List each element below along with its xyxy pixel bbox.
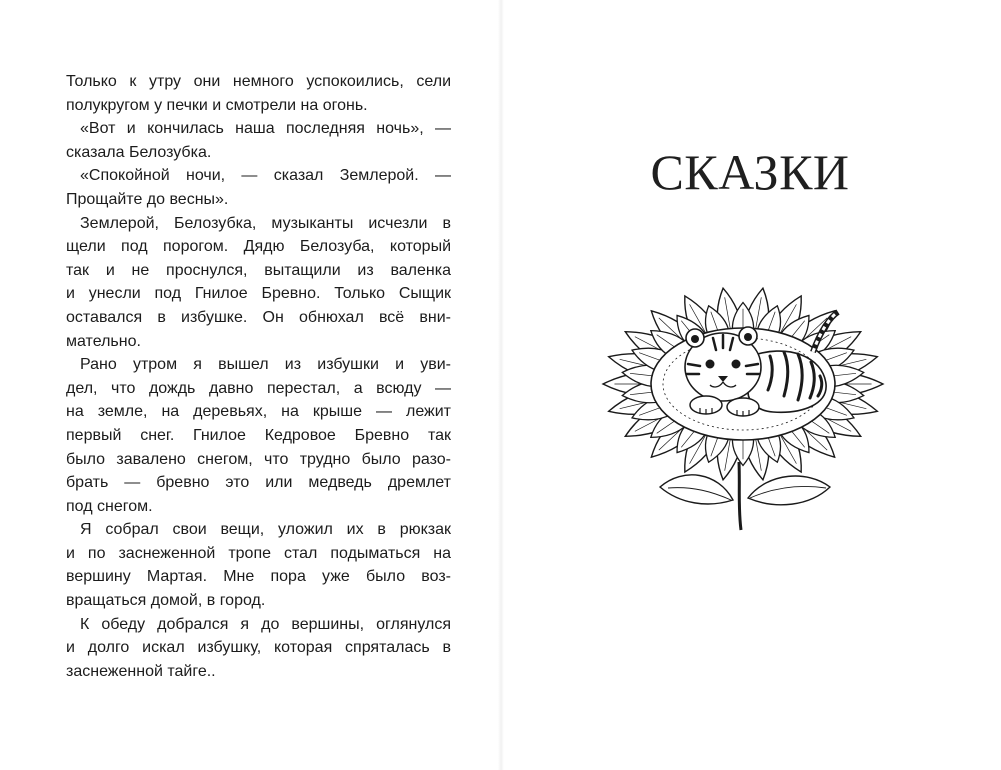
text-line: первый снег. Гнилое Кедровое Бревно так — [66, 426, 451, 444]
text-line: Землерой, Белозубка, музыканты исчезли в — [80, 214, 451, 232]
text-line: мательно. — [66, 332, 141, 350]
right-page — [560, 0, 940, 770]
text-line: на земле, на деревьях, на крыше — лежит — [66, 403, 451, 421]
text-line: полукругом у печки и смотрели на огонь. — [66, 96, 368, 114]
text-line: Прощайте до весны». — [66, 190, 229, 208]
text-line: Рано утром я вышел из избушки и уви- — [80, 356, 451, 374]
text-line: под снегом. — [66, 497, 153, 515]
text-line: и по заснеженной тропе стал подыматься на — [66, 544, 451, 562]
text-line: так и не проснулся, вытащили из валенка — [66, 261, 451, 279]
page-gutter — [498, 0, 504, 770]
text-line: щели под порогом. Дядю Белозуба, который — [66, 238, 451, 256]
section-title: СКАЗКИ — [650, 144, 850, 200]
text-line: Я собрал свои вещи, уложил их в рюкзак — [80, 521, 451, 539]
text-line: Только к утру они немного успокоились, сели — [66, 73, 451, 90]
text-line: вращаться домой, в город. — [66, 592, 266, 610]
text-line: и унесли под Гнилое Бревно. Только Сыщик — [66, 285, 451, 303]
left-page-text — [66, 70, 451, 683]
text-line: и долго искал избушку, которая спряталась в — [66, 639, 451, 657]
text-line: вершину Мартая. Мне пора уже было воз- — [66, 568, 451, 586]
text-line: было завалено снегом, что трудно было разо- — [66, 450, 451, 468]
text-line: оставался в избушке. Он обнюхал всё вни- — [66, 308, 451, 326]
text-line: «Вот и кончилась наша последняя ночь», — — [80, 120, 451, 138]
text-line: сказала Белозубка. — [66, 143, 212, 161]
text-line: брать — бревно это или медведь дремлет — [66, 474, 451, 492]
text-line: «Спокойной ночи, — сказал Землерой. — — [80, 167, 451, 185]
text-line: заснеженной тайге.. — [66, 662, 216, 680]
text-line: дел, что дождь давно перестал, а всюду — — [66, 379, 451, 397]
tiger-cub-on-sunflower-icon — [598, 272, 888, 532]
text-line: К обеду добрался я до вершины, оглянулся — [80, 615, 451, 633]
